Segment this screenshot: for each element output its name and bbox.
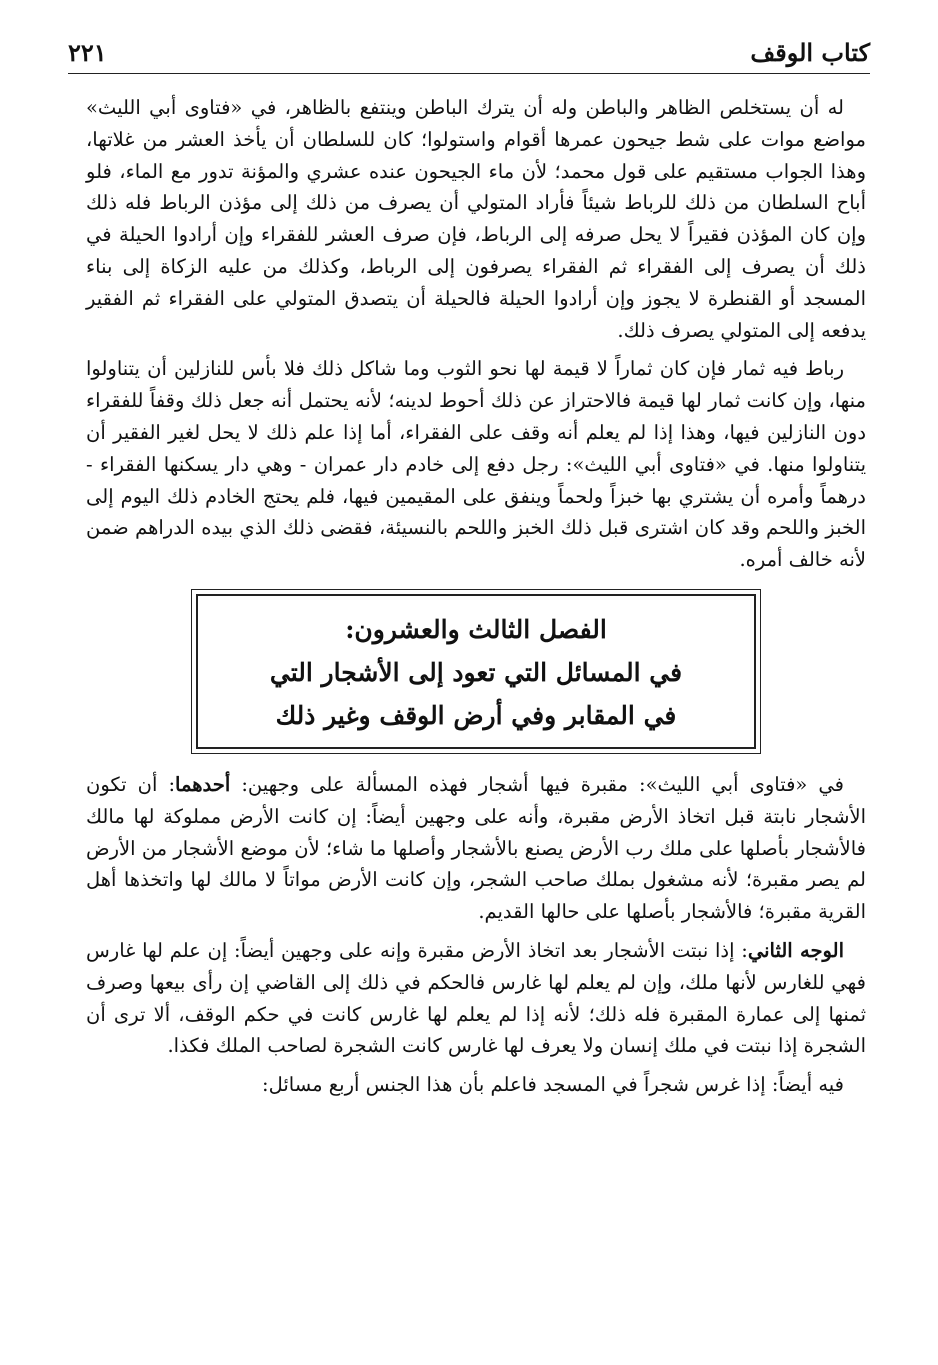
second-case-label: الوجه الثاني — [747, 938, 844, 962]
paragraph-3 — [86, 769, 866, 928]
paragraph-3-text: : أن تكون الأشجار نابتة قبل اتخاذ الأرض مقبرة، وأنه على وجهين أيضاً: إن كانت الأرض مملوكة لها مالك فالأشجار بأصلها على ملك رب الأرض يصنع بالأشجار وأصلها ما شاء؛ لأن موضع الأشجار من الأرض لم يصر مقبرة؛ لأنه مشغول بملك صاحب الشجر، وإن كانت الأرض مواتاً لا مالك لها واتخذها أهل القرية مقبرة؛ فالأشجار بأصلها على حالها القديم. — [86, 772, 866, 924]
paragraph-2: رباط فيه ثمار فإن كان ثماراً لا قيمة لها نحو الثوب وما شاكل ذلك فلا بأس للنازلين أن يتناولوا منها، وإن كانت ثمار لها قيمة فالاحتراز عن ذلك أحوط لدينه؛ لأنه يحتمل أنه جعل ذلك وقفاً للفقراء دون النازلين فيها، وهذا إذا لم يعلم أنه وقف على الفقراء، أما إذا علم ذلك لا يحل لغير الفقير أن يتناولوا منها. في «فتاوى أبي الليث»: رجل دفع إلى خادم دار عمران - وهي دار يسكنها الفقراء - درهماً وأمره أن يشتري بها خبزاً ولحماً وينفق على المقيمين فيها، فلم يحتج الخادم ذلك اليوم إلى الخبز واللحم وقد كان اشترى قبل ذلك الخبز واللحم بالنسيئة، فقضى ذلك الذي بيده الدراهم ضمن لأنه خالف أمره. — [86, 357, 866, 572]
chapter-title: الفصل الثالث والعشرون: — [345, 614, 607, 644]
page-number: ٢٢١ — [68, 38, 107, 67]
chapter-heading-box — [196, 594, 756, 749]
paragraph-4-text: : إذا نبتت الأشجار بعد اتخاذ الأرض مقبرة وإنه على وجهين أيضاً: إن علم لها غارس فهي للغارس لأنها ملك، وإن لم يعلم لها غارس فالحكم في ذلك إلى القاضي إن رأى بيعها وصرف ثمنها إلى عمارة المقبرة فله ذلك؛ لأنه إذا لم يعلم لها غارس كانت في حكم الوقف، ألا ترى أن الشجرة إذا نبتت في ملك إنسان ولا يعرف لها غارس كانت الشجرة لصاحب الملك فكذا. — [86, 938, 866, 1058]
chapter-subtitle-line-1: في المسائل التي تعود إلى الأشجار التي — [269, 657, 683, 687]
page-body — [86, 92, 866, 1108]
paragraph-1: له أن يستخلص الظاهر والباطن وله أن يترك الباطن وينتفع بالظاهر، في «فتاوى أبي الليث» مواضع موات على شط جيحون عمرها أقوام واستولوا؛ كان للسلطان أن يأخذ العشر من غلاتها، وهذا الجواب مستقيم على قول محمد؛ لأن ماء الجيحون عنده عشري والمؤنة تدور مع الماء، فلو أباح السلطان من ذلك للرباط شيئاً فأراد المتولي أن يصرف من ذلك إلى مؤذن الرباط فله ذلك وإن كان المؤذن فقيراً لا يحل صرفه إلى الرباط، فإن صرف العشر للفقراء وإن أرادوا الحيلة في ذلك أن يصرف إلى الفقراء ثم الفقراء يصرفون إلى الرباط، وكذلك من عليه الزكاة إلى بناء المسجد أو القنطرة لا يجوز وإن أرادوا الحيلة فالحيلة أن يتصدق المتولي على الفقراء ثم الفقير يدفعه إلى المتولي يصرف ذلك. — [86, 96, 866, 342]
first-case-label: أحدهما — [175, 772, 231, 796]
paragraph-3-lead: في «فتاوى أبي الليث»: مقبرة فيها أشجار فهذه المسألة على وجهين: — [230, 772, 844, 796]
paragraph-5: فيه أيضاً: إذا غرس شجراً في المسجد فاعلم بأن هذا الجنس أربع مسائل: — [262, 1073, 844, 1097]
chapter-subtitle-line-2: في المقابر وفي أرض الوقف وغير ذلك — [275, 700, 677, 730]
book-title: كتاب الوقف — [750, 38, 870, 67]
paragraph-4 — [86, 935, 866, 1062]
page-header — [68, 26, 870, 74]
